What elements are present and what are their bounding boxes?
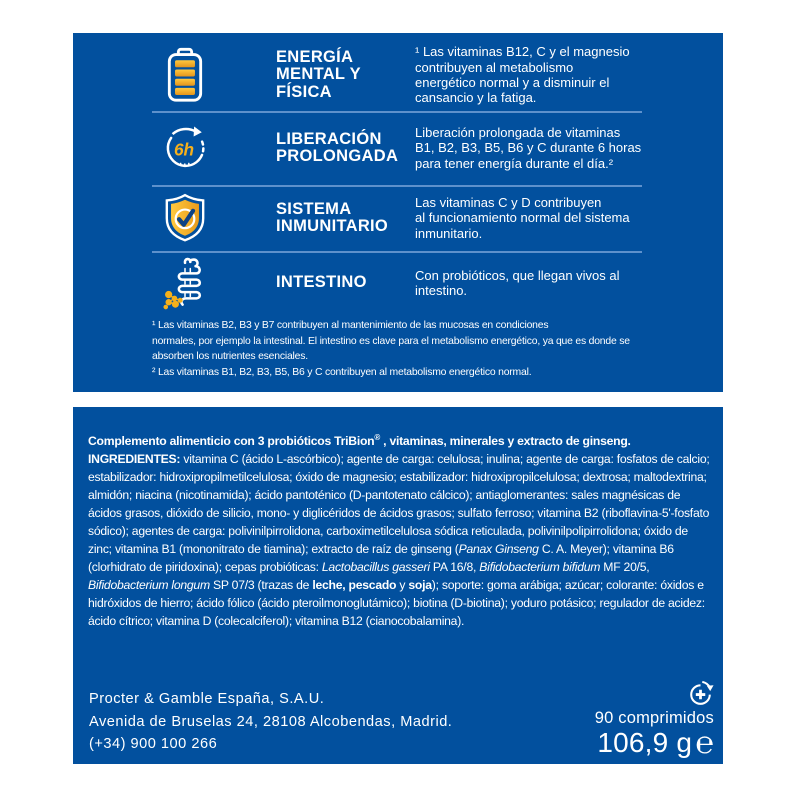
intestine-icon bbox=[153, 256, 217, 310]
clock-6h-label: 6h bbox=[173, 139, 195, 160]
benefit-row-intestino bbox=[73, 251, 723, 315]
benefit-title: LIBERACIÓN PROLONGADA bbox=[276, 129, 399, 165]
probiotic-molecule bbox=[164, 292, 182, 309]
benefit-title: SISTEMA INMUNITARIO bbox=[276, 199, 389, 235]
benefit-description: Liberación prolongada de vitaminas B1, B2, B3, B5, B6 y C durante 6 horas para tener energía durante el día.² bbox=[415, 124, 642, 171]
footnote-2: ² Las vitaminas B1, B2, B3, B5, B6 y C contribuyen al metabolismo energético normal. bbox=[152, 366, 532, 378]
footnote-1: ¹ Las vitaminas B2, B3 y B7 contribuyen al mantenimiento de las mucosas en condiciones normales, por ejemplo la intestinal. El intestino es clave para el metabolismo energético, ya que es donde se absorben los nutrientes esenciales. bbox=[152, 320, 630, 363]
benefit-row-energia bbox=[73, 39, 723, 111]
clock-6h-icon bbox=[153, 125, 217, 171]
net-weight bbox=[597, 725, 714, 760]
benefit-title: INTESTINO bbox=[276, 273, 367, 292]
benefit-description: Las vitaminas C y D contribuyen al funcionamiento normal del sistema inmunitario. bbox=[415, 194, 630, 241]
shield-check-icon bbox=[153, 192, 217, 244]
net-weight-value: 106,9 g bbox=[597, 727, 693, 758]
footnotes bbox=[152, 318, 714, 380]
ingredients-panel bbox=[73, 407, 723, 764]
ingredients-text: Complemento alimenticio con 3 probióticos TriBion® , vitaminas, minerales y extracto de ginseng. INGREDIENTES: vitamina C (ácido L-ascórbico); agente de carga: celulosa; inulina; agente de carga: fosfatos de calcio; estabilizador: hidroxipropilmetilcelulosa; óxido de magnesio; estabilizador: hidroxipropilcelulosa; dextrosa; maltodextrina; almidón; niacina (nicotinamida); ácido pantoténico (D-pantotenato cálcico); antiaglomerantes: sales magnésicas de ácidos grasos, dióxido de silicio, mono- y diglicéridos de ácidos grasos; sulfato ferroso; vitamina B2 (riboflavina-5'-fosfato sódico); agentes de carga: polivinilpirrolidona, carboximetilcelulosa sódica reticulada, polivinilpolipirrolidona; óxido de zinc; vitamina B1 (mononitrato de tiamina); extracto de raíz de ginseng (Panax Ginseng C. A. Meyer); vitamina B6 (clorhidrato de piridoxina); cepas probióticas: Lactobacillus gasseri PA 16/8, Bifidobacterium bifidum MF 20/5, Bifidobacterium longum SP 07/3 (trazas de leche, pescado y soja); soporte: goma arábiga; azúcar; colorante: óxidos e hidróxidos de hierro; ácido fólico (ácido pteroilmonoglutámico); biotina (D-biotina); yoduro potásico; regulador de acidez: ácido cítrico; vitamina D (colecalciferol); vitamina B12 (cianocobalamina). bbox=[88, 433, 710, 629]
estimated-sign: ℮ bbox=[695, 725, 714, 760]
benefit-row-inmunitario bbox=[73, 185, 723, 251]
benefit-title: ENERGÍA MENTAL Y FÍSICA bbox=[276, 47, 361, 101]
benefit-description: ¹ Las vitaminas B12, C y el magnesio contribuyen al metabolismo energético normal y a disminuir el cansancio y la fatiga. bbox=[415, 44, 630, 106]
benefit-description: Con probióticos, que llegan vivos al intestino. bbox=[415, 267, 620, 298]
battery-icon bbox=[153, 47, 217, 103]
refill-cross-icon bbox=[687, 679, 714, 706]
benefits-panel bbox=[73, 33, 723, 392]
manufacturer-address: Procter & Gamble España, S.A.U. Avenida de Bruselas 24, 28108 Alcobendas, Madrid. (+34) 900 100 266 bbox=[89, 691, 453, 753]
tablet-count: 90 comprimidos bbox=[594, 709, 714, 727]
pack-info bbox=[595, 679, 714, 758]
benefit-row-liberacion bbox=[73, 111, 723, 185]
